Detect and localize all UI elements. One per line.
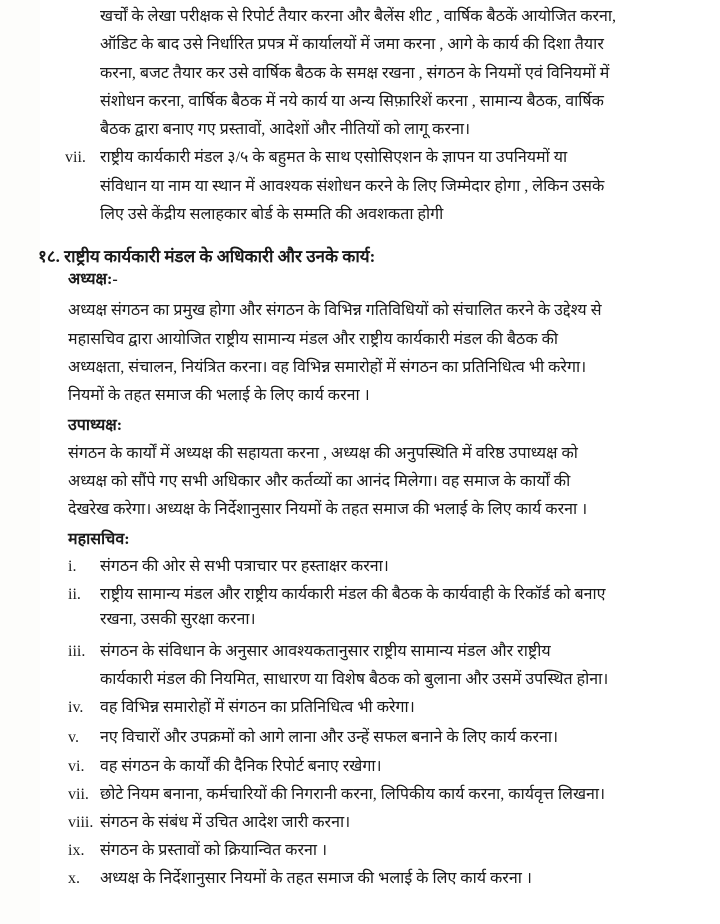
text-line: संशोधन करना, वार्षिक बैठक में नये कार्य या अन्य सिफ़ारिशें करना , सामान्य बैठक, वार्षिक <box>100 93 604 110</box>
text-line: देखरेख करेगा। अध्यक्ष के निर्देशानुसार नियमों के तहत समाज की भलाई के लिए कार्य करना । <box>68 501 588 518</box>
text-line: लिए उसे केंद्रीय सलाहकार बोर्ड के सम्मति की अवशकता होगी <box>100 206 444 223</box>
text-line: संगठन के कार्यों में अध्यक्ष की सहायता करना , अध्यक्ष की अनुपस्थिति में वरिष्ठ उपाध्यक्ष को <box>68 445 578 462</box>
list-number: v. <box>68 729 79 746</box>
list-item-line: संगठन की ओर से सभी पत्राचार पर हस्ताक्षर करना। <box>100 558 389 575</box>
list-item-line: कार्यकारी मंडल की नियमित, साधारण या विशेष बैठक को बुलाना और उसमें उपस्थित होना। <box>100 671 609 688</box>
list-item-line: राष्ट्रीय सामान्य मंडल और राष्ट्रीय कार्यकारी मंडल की बैठक के कार्यवाही के रिकॉर्ड को बनाए <box>100 586 606 603</box>
text-line: अध्यक्ष संगठन का प्रमुख होगा और संगठन के विभिन्न गतिविधियों को संचालित करने के उद्देश्य से <box>68 302 602 319</box>
list-item-line: नए विचारों और उपक्रमों को आगे लाना और उन्हें सफल बनाने के लिए कार्य करना। <box>100 729 559 746</box>
list-item-line: छोटे नियम बनाना, कर्मचारियों की निगरानी करना, लिपिकीय कार्य करना, कार्यवृत्त लिखना। <box>100 786 606 803</box>
list-item-line: अध्यक्ष के निर्देशानुसार नियमों के तहत समाज की भलाई के लिए कार्य करना । <box>100 870 532 887</box>
list-number: x. <box>68 870 80 887</box>
list-item-line: संगठन के संविधान के अनुसार आवश्यकतानुसार राष्ट्रीय सामान्य मंडल और राष्ट्रीय <box>100 643 551 660</box>
subheading-general-secretary: महासचिव: <box>68 531 130 548</box>
text-line: खर्चों के लेखा परीक्षक से रिपोर्ट तैयार करना और बैलेंस शीट , वार्षिक बैठकें आयोजित करना, <box>100 8 617 25</box>
list-number: viii. <box>68 814 94 831</box>
list-item-line: वह संगठन के कार्यों की दैनिक रिपोर्ट बनाए रखेगा। <box>100 758 382 775</box>
list-number: vi. <box>68 758 85 775</box>
text-line: अध्यक्ष को सौंपे गए सभी अधिकार और कर्तव्यों का आनंद मिलेगा। वह समाज के कार्यों की <box>68 473 571 490</box>
list-item-line: वह विभिन्न समारोहों में संगठन का प्रतिनिधित्व भी करेगा। <box>100 699 415 716</box>
section-heading: १८. राष्ट्रीय कार्यकारी मंडल के अधिकारी और उनके कार्य: <box>38 247 376 266</box>
list-number: vii. <box>65 149 86 166</box>
text-line: नियमों के तहत समाज की भलाई के लिए कार्य करना । <box>68 387 370 404</box>
list-number: iv. <box>68 699 84 716</box>
list-item-line: रखना, उसकी सुरक्षा करना। <box>100 611 256 628</box>
list-number: ix. <box>68 842 85 859</box>
subheading-vice-president: उपाध्यक्ष: <box>68 417 123 434</box>
text-line: अध्यक्षता, संचालन, नियंत्रित करना। वह विभिन्न समारोहों में संगठन का प्रतिनिधित्व भी करेगा। <box>68 359 587 376</box>
text-line: राष्ट्रीय कार्यकारी मंडल ३/५ के बहुमत के साथ एसोसिएशन के ज्ञापन या उपनियमों या <box>100 149 568 166</box>
list-number: ii. <box>68 586 81 603</box>
text-line: ऑडिट के बाद उसे निर्धारित प्रपत्र में कार्यालयों में जमा करना , आगे के कार्य की दिशा तैयार <box>100 36 604 53</box>
text-line: बैठक द्वारा बनाए गए प्रस्तावों, आदेशों और नीतियों को लागू करना। <box>100 121 471 138</box>
text-line: महासचिव द्वारा आयोजित राष्ट्रीय सामान्य मंडल और राष्ट्रीय कार्यकारी मंडल की बैठक की <box>68 331 559 348</box>
subheading-president: अध्यक्ष:- <box>68 271 118 288</box>
list-number: vii. <box>68 786 89 803</box>
text-line: संविधान या नाम या स्थान में आवश्यक संशोधन करने के लिए जिम्मेदार होगा , लेकिन उसके <box>100 178 605 195</box>
list-item-line: संगठन के संबंध में उचित आदेश जारी करना। <box>100 814 351 831</box>
text-line: करना, बजट तैयार कर उसे वार्षिक बैठक के समक्ष रखना , संगठन के नियमों एवं विनियमों में <box>100 65 610 82</box>
list-number: iii. <box>68 643 86 660</box>
list-number: i. <box>68 558 77 575</box>
list-item-line: संगठन के प्रस्तावों को क्रियान्वित करना । <box>100 842 328 859</box>
